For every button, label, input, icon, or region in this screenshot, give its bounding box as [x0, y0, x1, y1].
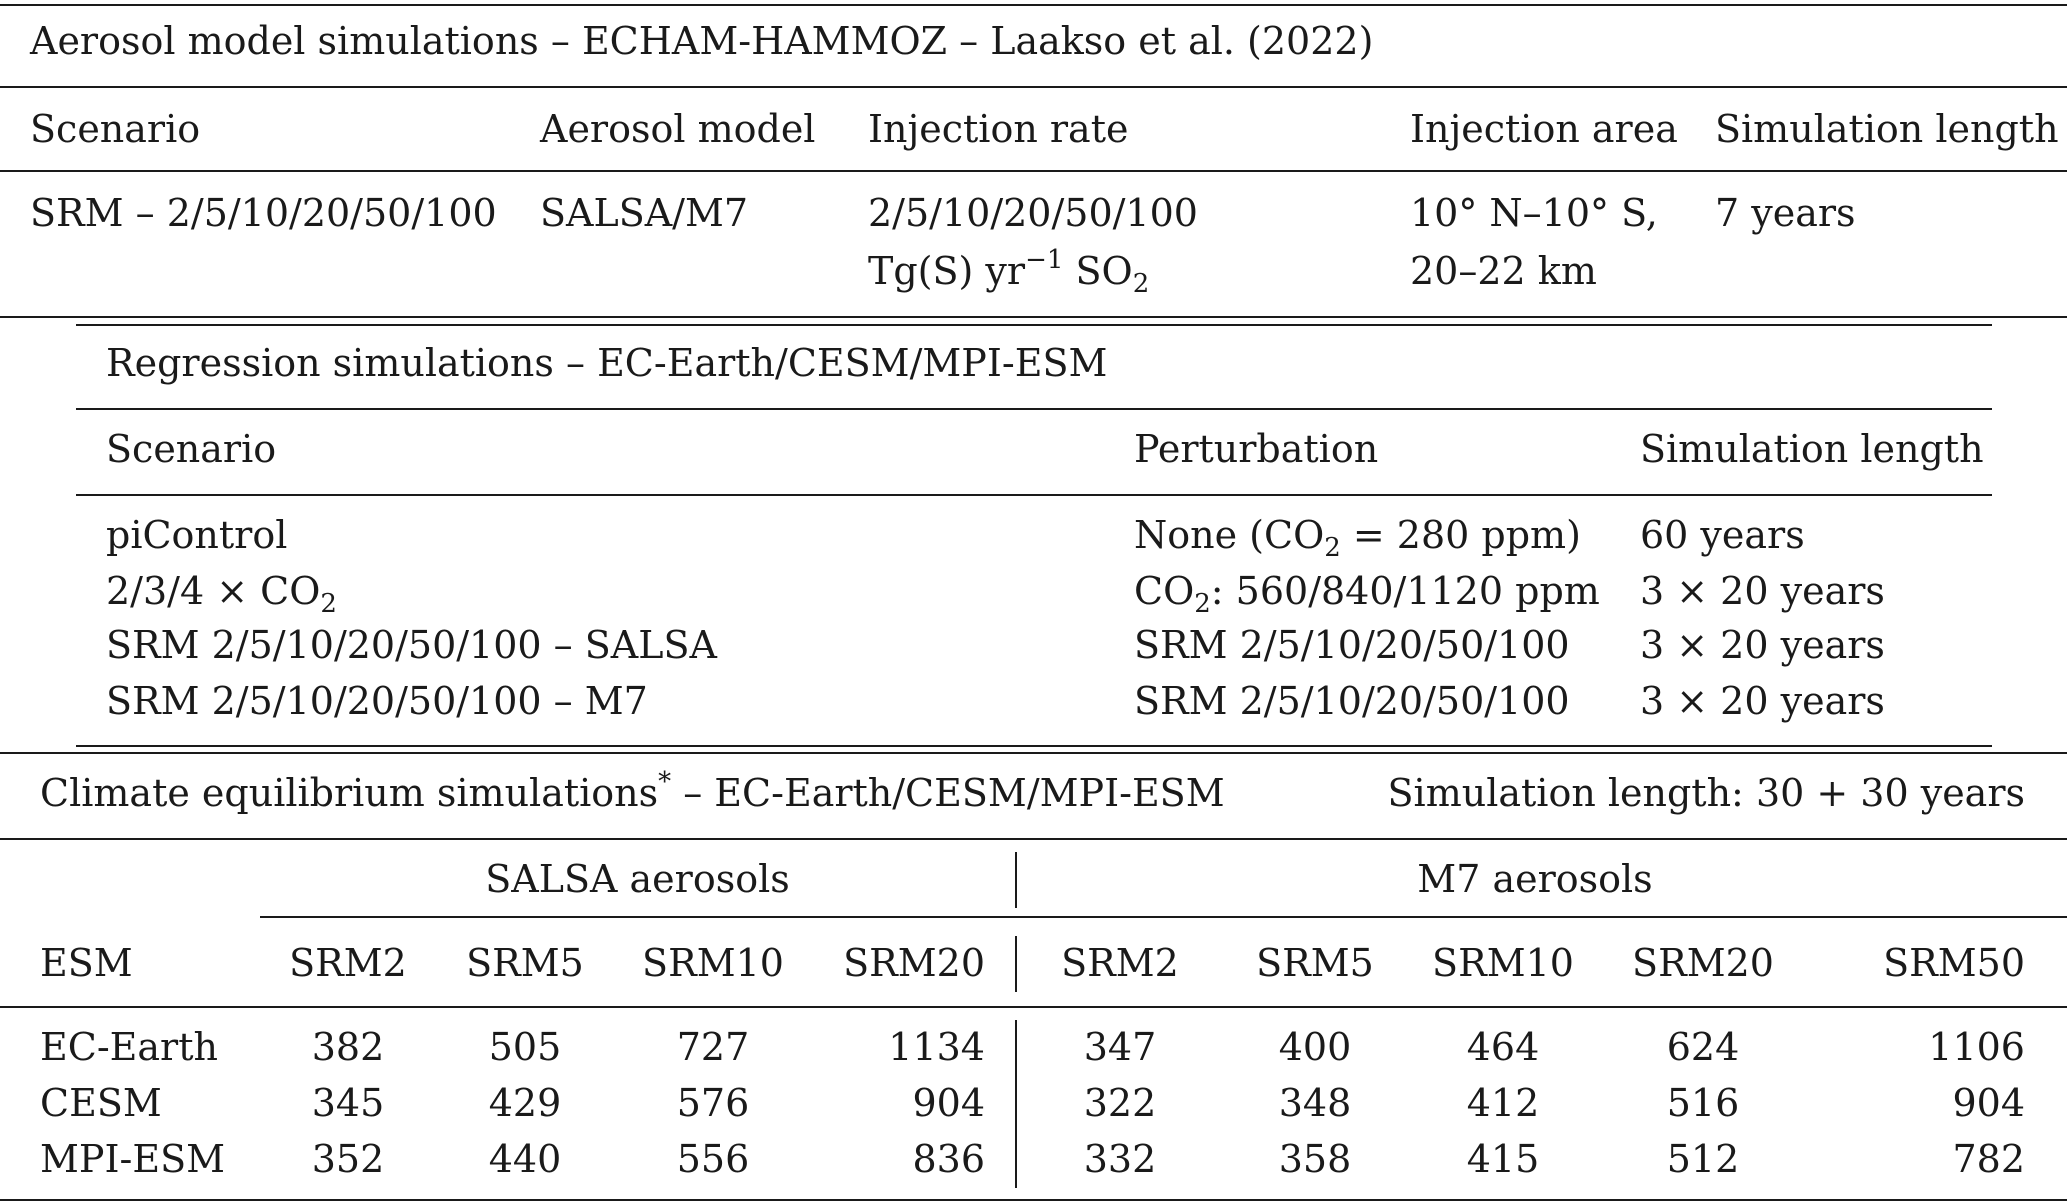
- cell-scenario: SRM – 2/5/10/20/50/100: [30, 191, 497, 235]
- group-divider: [1015, 852, 1017, 908]
- cell-simulation-length: 7 years: [1715, 191, 1856, 235]
- cell-value: 904: [912, 1081, 985, 1125]
- cell-value: 516: [1666, 1081, 1740, 1125]
- header-m7-srm5: SRM5: [1256, 941, 1374, 985]
- rule-section2-top: [76, 324, 1992, 326]
- rule-section2-header: [76, 494, 1992, 496]
- section1-title: Aerosol model simulations – ECHAM-HAMMOZ – Laakso et al. (2022): [30, 19, 1374, 63]
- cell-value: 556: [676, 1137, 750, 1181]
- header-salsa-srm5: SRM5: [466, 941, 584, 985]
- cell-value: 512: [1666, 1137, 1740, 1181]
- cell-value: 576: [676, 1081, 750, 1125]
- header-m7-srm2: SRM2: [1061, 941, 1179, 985]
- cell-simulation-length: 60 years: [1640, 513, 1805, 557]
- rule-section3-header: [0, 1006, 2067, 1008]
- cell-value: 505: [488, 1025, 562, 1069]
- cell-simulation-length: 3 × 20 years: [1640, 623, 1885, 667]
- header-m7-srm20: SRM20: [1632, 941, 1774, 985]
- cell-value: 322: [1083, 1081, 1157, 1125]
- cell-value: 332: [1083, 1137, 1157, 1181]
- group-header-salsa: SALSA aerosols: [485, 857, 790, 901]
- header-salsa-srm10: SRM10: [642, 941, 784, 985]
- column-divider: [1015, 936, 1017, 992]
- cell-value: 727: [676, 1025, 750, 1069]
- cell-esm: CESM: [40, 1081, 162, 1125]
- cell-value: 412: [1466, 1081, 1540, 1125]
- cell-scenario: SRM 2/5/10/20/50/100 – SALSA: [106, 623, 717, 667]
- cell-perturbation: SRM 2/5/10/20/50/100: [1134, 623, 1570, 667]
- cell-simulation-length: 3 × 20 years: [1640, 679, 1885, 723]
- cell-value: 904: [1952, 1081, 2025, 1125]
- cell-value: 1134: [888, 1025, 985, 1069]
- cell-value: 400: [1278, 1025, 1352, 1069]
- cell-value: 352: [311, 1137, 385, 1181]
- cell-injection-area-2: 20–22 km: [1410, 249, 1597, 293]
- header-aerosol-model: Aerosol model: [540, 107, 816, 151]
- cell-esm: EC-Earth: [40, 1025, 218, 1069]
- header-injection-area: Injection area: [1410, 107, 1678, 151]
- cell-value: 464: [1466, 1025, 1540, 1069]
- header-simulation-length: Simulation length: [1640, 427, 1984, 471]
- cell-scenario: SRM 2/5/10/20/50/100 – M7: [106, 679, 648, 723]
- cell-perturbation: SRM 2/5/10/20/50/100: [1134, 679, 1570, 723]
- rule-top: [0, 4, 2067, 6]
- cell-perturbation: None ($CO_2 = 280$ ppm): [1134, 513, 1581, 563]
- rule-section3-title: [0, 838, 2067, 840]
- cell-perturbation: $CO_2$: 560/840/1120 ppm: [1134, 569, 1600, 619]
- cell-value: 347: [1083, 1025, 1157, 1069]
- cell-scenario: piControl: [106, 513, 288, 557]
- cell-value: 624: [1666, 1025, 1740, 1069]
- header-salsa-srm2: SRM2: [289, 941, 407, 985]
- header-m7-srm10: SRM10: [1432, 941, 1574, 985]
- rule-section2-title: [76, 408, 1992, 410]
- cell-value: 1106: [1928, 1025, 2025, 1069]
- section3-title: Climate equilibrium simulations* – EC-Earth/CESM/MPI-ESM: [40, 767, 1225, 815]
- rule-section1-title: [0, 86, 2067, 88]
- cell-value: 440: [488, 1137, 562, 1181]
- cell-value: 415: [1466, 1137, 1540, 1181]
- cell-value: 345: [311, 1081, 385, 1125]
- cell-value: 782: [1952, 1137, 2025, 1181]
- header-injection-rate: Injection rate: [868, 107, 1129, 151]
- cell-aerosol-model: SALSA/M7: [540, 191, 749, 235]
- cell-scenario: $2/3/4 \times CO_2$: [106, 569, 337, 619]
- header-scenario: Scenario: [30, 107, 201, 151]
- cell-value: 382: [311, 1025, 385, 1069]
- rule-group-underline: [260, 916, 2067, 918]
- cell-simulation-length: 3 × 20 years: [1640, 569, 1885, 613]
- rule-section1-header: [0, 170, 2067, 172]
- cell-value: 836: [912, 1137, 985, 1181]
- section3-simulation-length: Simulation length: 30 + 30 years: [1387, 771, 2025, 815]
- rule-section2-bottom: [76, 745, 1992, 747]
- header-scenario: Scenario: [106, 427, 277, 471]
- header-salsa-srm20: SRM20: [843, 941, 985, 985]
- header-esm: ESM: [40, 941, 133, 985]
- rule-section1-bottom: [0, 316, 2067, 318]
- cell-esm: MPI-ESM: [40, 1137, 226, 1181]
- cell-value: 348: [1278, 1081, 1352, 1125]
- body-divider: [1015, 1020, 1017, 1188]
- cell-injection-rate-1: 2/5/10/20/50/100: [868, 191, 1198, 235]
- rule-bottom: [0, 1199, 2067, 1201]
- header-simulation-length: Simulation length: [1715, 107, 2059, 151]
- cell-injection-area-1: 10° N–10° S,: [1410, 191, 1658, 235]
- cell-value: 429: [488, 1081, 562, 1125]
- header-perturbation: Perturbation: [1134, 427, 1379, 471]
- cell-value: 358: [1278, 1137, 1352, 1181]
- header-m7-srm50: SRM50: [1883, 941, 2025, 985]
- rule-section3-top: [0, 752, 2067, 754]
- cell-injection-rate-2: Tg(S) $yr^{-1}$ $SO_2$: [868, 245, 1150, 299]
- group-header-m7: M7 aerosols: [1417, 857, 1653, 901]
- section2-title: Regression simulations – EC-Earth/CESM/MPI-ESM: [106, 341, 1108, 385]
